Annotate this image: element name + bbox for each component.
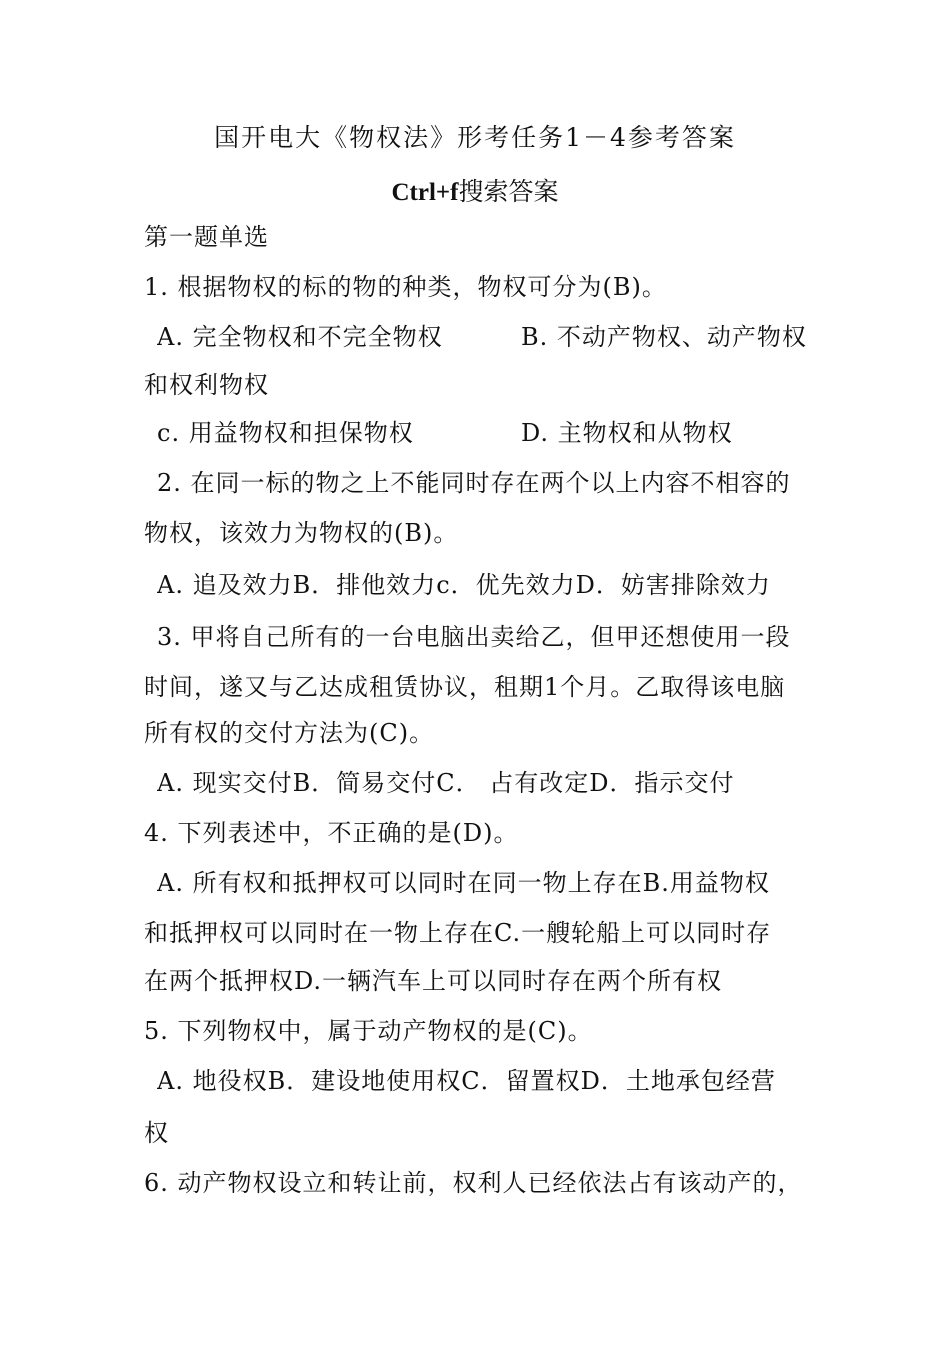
question-2: 2. 在同一标的物之上不能同时存在两个以上内容不相容的 xyxy=(157,469,791,497)
question-5-options: A. 地役权B．建设地使用权C．留置权D．土地承包经营 xyxy=(157,1067,776,1095)
question-3-cont-2: 所有权的交付方法为(C)。 xyxy=(144,719,435,747)
question-1-options-row-2 xyxy=(157,418,817,448)
subtitle-shortcut: Ctrl+f xyxy=(391,179,459,206)
question-4-options-1: A. 所有权和抵押权可以同时在同一物上存在B.用益物权 xyxy=(157,869,770,897)
question-1-options-row-1 xyxy=(157,322,817,352)
question-5: 5. 下列物权中，属于动产物权的是(C)。 xyxy=(144,1017,593,1045)
subtitle-text: 搜索答案 xyxy=(458,177,559,206)
question-2-cont: 物权，该效力为物权的(B)。 xyxy=(144,519,459,547)
question-4: 4. 下列表述中，不正确的是(D)。 xyxy=(144,819,519,847)
question-5-options-cont: 权 xyxy=(144,1119,169,1147)
question-6: 6. 动产物权设立和转让前，权利人已经依法占有该动产的， xyxy=(144,1169,803,1197)
question-1-options-row-1-cont: 和权利物权 xyxy=(144,371,269,399)
question-4-options-3: 在两个抵押权D.一辆汽车上可以同时存在两个所有权 xyxy=(144,967,723,995)
question-3: 3. 甲将自己所有的一台电脑出卖给乙，但甲还想使用一段 xyxy=(157,623,791,651)
section-heading: 第一题单选 xyxy=(144,223,269,251)
option-d: D. 主物权和从物权 xyxy=(521,419,733,447)
option-b: B. 不动产物权、动产物权 xyxy=(521,323,807,351)
question-3-options: A. 现实交付B．简易交付C． 占有改定D．指示交付 xyxy=(157,769,735,797)
document-subtitle xyxy=(0,172,950,208)
question-2-options: A. 追及效力B．排他效力c．优先效力D．妨害排除效力 xyxy=(157,571,771,599)
question-1: 1. 根据物权的标的物的种类，物权可分为(B)。 xyxy=(144,273,667,301)
question-4-options-2: 和抵押权可以同时在一物上存在C.一艘轮船上可以同时存 xyxy=(144,919,772,947)
option-c: c. 用益物权和担保物权 xyxy=(157,419,414,447)
question-3-cont-1: 时间，遂又与乙达成租赁协议，租期1个月。乙取得该电脑 xyxy=(144,673,786,701)
document-title: 国开电大《物权法》形考任务1－4参考答案 xyxy=(214,123,736,152)
option-a: A. 完全物权和不完全物权 xyxy=(157,323,443,351)
